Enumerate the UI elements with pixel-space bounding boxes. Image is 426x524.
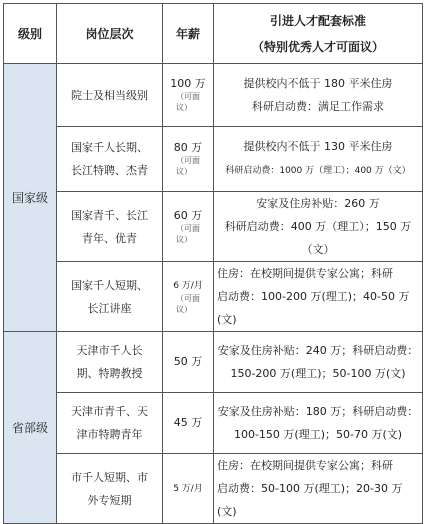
position-line: 天津市千人长 [76,344,143,357]
standard-line: 提供校内不低于 180 平米住房 [243,77,393,90]
table-row [4,192,423,262]
table-row [4,393,423,454]
table-row [4,64,423,127]
salary-header: 年薪 [163,4,214,64]
level-cell-provincial: 省部级 [4,332,57,524]
position-line: 长江特聘、杰青 [71,164,148,177]
negotiable-note: 议） [176,167,192,176]
level-cell-national: 国家级 [4,64,57,332]
header-row [4,4,423,64]
standard-cell [214,332,423,393]
standard-header-note: （特别优秀人才可面议） [251,39,384,54]
salary-cell [163,454,214,524]
negotiable-note: （可面 [176,293,200,303]
standard-cell [214,262,423,332]
position-line: 国家千人短期、 [71,278,148,292]
standard-header [214,4,423,64]
position-line: 国家青千、长江 [71,208,148,222]
negotiable-note: （可面 [176,156,200,165]
position-line: 津市特聘青年 [76,428,143,441]
standard-line: 科研启动费：满足工作需求 [252,100,384,113]
standard-cell [214,454,423,524]
salary-value: 60 万 [173,208,203,222]
negotiable-note: 议） [176,234,192,244]
standard-header-title: 引进人才配套标准 [269,13,366,28]
position-cell [57,393,163,454]
standard-line: 安家及住房补贴：180 万；科研启动费： [217,405,419,418]
salary-value: 100 万 [170,77,206,90]
position-line: 青年、优青 [82,231,137,245]
salary-value: 6 万/月 [173,280,203,291]
standard-line: 住房：在校期间提供专家公寓；科研 [217,459,393,472]
position-cell [57,127,163,192]
standard-line: 安家及住房补贴：240 万；科研启动费： [217,344,419,357]
position-cell [57,192,163,262]
position-cell [57,64,163,127]
table-row [4,332,423,393]
salary-cell [163,332,214,393]
salary-value: 45 万 [173,416,203,429]
position-header: 岗位层次 [57,4,163,64]
table-row [4,262,423,332]
negotiable-note: 议） [176,103,192,112]
negotiable-note: （可面 [176,223,200,233]
salary-value: 50 万 [173,355,203,368]
table-row [4,127,423,192]
standard-line: 安家及住房补贴：260 万 [256,197,380,210]
salary-cell [163,192,214,262]
standard-cell [214,393,423,454]
standard-cell [214,64,423,127]
position-line: 长江讲座 [87,301,132,315]
negotiable-note: （可面 [176,92,200,101]
standard-line: 住房：在校期间提供专家公寓；科研 [217,267,393,280]
salary-value: 5 万/月 [173,483,203,494]
talent-policy-table [3,3,423,524]
position-cell [57,332,163,393]
position-line: 期、特聘教授 [76,367,143,380]
standard-line: 科研启动费：400 万（理工）；150 万（文） [224,220,412,256]
standard-cell [214,127,423,192]
position-line: 国家千人长期、 [71,141,148,154]
salary-cell [163,127,214,192]
standard-line: 启动费：100-200 万(理工)；40-50 万(文) [217,290,410,326]
level-header: 级别 [4,4,57,64]
position-line: 院士及相当级别 [71,88,148,102]
salary-cell [163,393,214,454]
standard-line: 150-200 万(理工)；50-100 万(文) [230,367,406,380]
position-cell [57,262,163,332]
salary-cell [163,64,214,127]
standard-line: 提供校内不低于 130 平米住房 [243,140,393,153]
position-line: 市千人短期、市 [71,470,148,484]
position-line: 外专短期 [87,493,132,507]
standard-line: 启动费：50-100 万(理工)；20-30 万(文) [217,482,403,518]
salary-cell [163,262,214,332]
standard-line: 科研启动费：1000 万（理工）；400 万（文） [225,166,411,176]
position-line: 天津市青千、天 [71,405,148,418]
standard-cell [214,192,423,262]
negotiable-note: 议） [176,304,192,314]
standard-line: 100-150 万(理工)；50-70 万(文) [233,428,403,441]
table-row [4,454,423,524]
salary-value: 80 万 [173,141,203,154]
position-cell [57,454,163,524]
